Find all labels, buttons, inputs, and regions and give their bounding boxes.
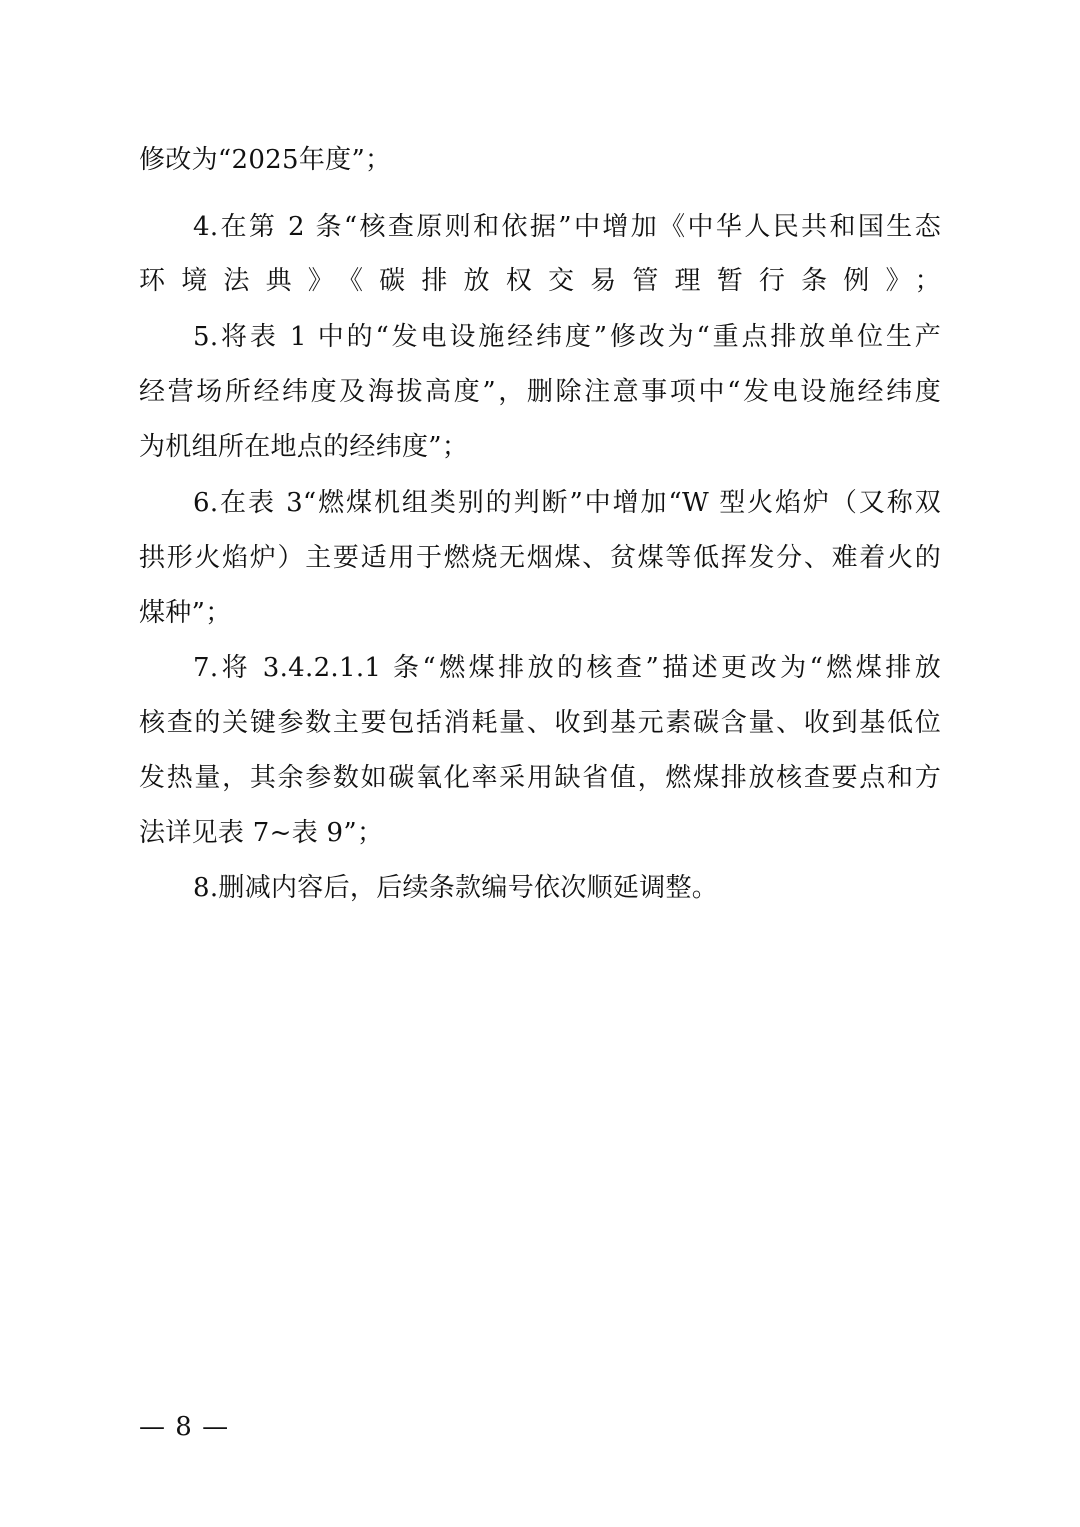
text-line-5: 经营场所经纬度及海拔高度”，删除注意事项中“发电设施经纬度: [139, 377, 941, 407]
text-line-11: 核查的关键参数主要包括消耗量、收到基元素碳含量、收到基低位: [139, 708, 941, 738]
text-line-2: 4.在第 2 条“核查原则和依据”中增加《中华人民共和国生态: [193, 212, 941, 242]
text-line-13: 法详见表 7~表 9”；: [139, 818, 384, 848]
text-line-1: 修改为“2025年度”；: [139, 145, 392, 175]
page-number: — 8 —: [139, 1412, 230, 1442]
text-line-12: 发热量，其余参数如碳氧化率采用缺省值，燃煤排放核查要点和方: [139, 763, 941, 793]
text-line-3: 环境法典》《碳排放权交易管理暂行条例》；: [139, 266, 941, 296]
text-line-14: 8.删减内容后，后续条款编号依次顺延调整。: [193, 873, 719, 903]
text-line-8: 拱形火焰炉）主要适用于燃烧无烟煤、贫煤等低挥发分、难着火的: [139, 543, 941, 573]
text-line-10: 7.将 3.4.2.1.1 条“燃煤排放的核查”描述更改为“燃煤排放: [193, 653, 941, 683]
text-line-9: 煤种”；: [139, 598, 232, 628]
text-line-7: 6.在表 3“燃煤机组类别的判断”中增加“W 型火焰炉（又称双: [193, 488, 941, 518]
text-line-6: 为机组所在地点的经纬度”；: [139, 432, 469, 462]
text-line-4: 5.将表 1 中的“发电设施经纬度”修改为“重点排放单位生产: [193, 322, 941, 352]
